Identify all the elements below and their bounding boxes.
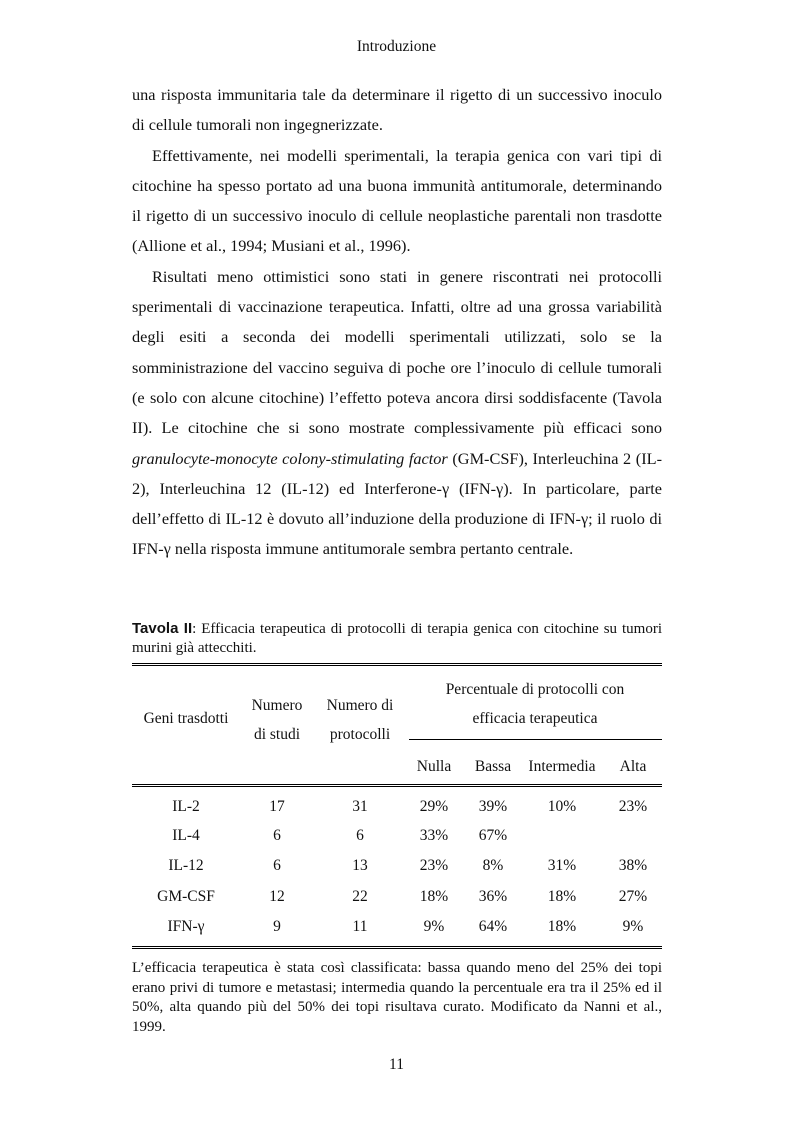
cell-prot: 6 [356, 827, 364, 844]
paragraph-3 [132, 262, 662, 565]
cell-gene: IL-12 [168, 857, 204, 874]
cell-prot: 31 [352, 798, 368, 815]
cell-studi: 9 [273, 918, 281, 935]
cell-bassa: 64% [478, 918, 508, 935]
paragraph-3-text-b: (GM-CSF), Interleuchina 2 (IL-2), Interleuchina 12 (IL-12) ed Interferone-γ (IFN-γ). In particolare, parte dell’effetto di IL-12 è dovuto all’induzione della produzione di IFN-γ; il ruolo di IFN-γ nella risposta immune antitumorale sembra pertanto centrale. [132, 448, 662, 559]
paragraph-1: una risposta immunitaria tale da determinare il rigetto di un successivo inoculo di cellule tumorali non ingegnerizzate. [132, 85, 662, 135]
cell-gene: IL-2 [172, 798, 200, 815]
cell-prot: 13 [352, 857, 368, 874]
cell-nulla: 29% [419, 798, 449, 815]
cell-alta: 23% [618, 798, 648, 815]
cell-intermedia: 10% [547, 798, 577, 815]
subheader-nulla: Nulla [416, 758, 452, 775]
cell-alta: 9% [622, 918, 644, 935]
cell-intermedia: 31% [547, 857, 577, 874]
cell-bassa: 8% [482, 857, 504, 874]
table-footnote: L’efficacia terapeutica è stata così classificata: bassa quando meno del 25% dei topi erano privi di tumore e metastasi; intermedia quando la percentuale era tra il 25% ed il 50%, alta quando più del 50% dei topi risultava curato. Modificato da Nanni et al., 1999. [132, 960, 662, 1035]
paragraph-3-text-a: Risultati meno ottimistici sono stati in genere riscontrati nei protocolli sperimentali di vaccinazione terapeutica. Infatti, oltre ad una grossa variabilità degli esiti a seconda dei modelli sperimentali utilizzati, solo se la somministrazione del vaccino seguiva di poche ore l’inoculo di cellule tumorali (e solo con alcune citochine) l’effetto poteva ancora dirsi soddisfacente (Tavola II). Le citochine che si sono mostrate complessivamente più efficaci sono [132, 266, 662, 438]
paragraph-2: Effettivamente, nei modelli sperimentali, la terapia genica con vari tipi di citochine ha spesso portato ad una buona immunità antitumorale, determinando il rigetto di un successivo inoculo di cellule neoplastiche parentali non trasdotte (Allione et al., 1994; Musiani et al., 1996). [132, 145, 662, 256]
body-text [132, 80, 662, 565]
cell-gene: IFN-γ [167, 918, 205, 935]
cell-bassa: 39% [478, 798, 508, 815]
cell-gene: IL-4 [172, 827, 200, 844]
table-caption [132, 619, 662, 658]
cell-studi: 6 [273, 827, 281, 844]
col-header-geni: Geni trasdotti [143, 710, 229, 727]
subheader-bassa: Bassa [474, 758, 512, 775]
cell-intermedia: 18% [547, 888, 577, 905]
table-caption-label: Tavola II [132, 620, 193, 637]
cell-studi: 17 [269, 798, 285, 815]
subheader-alta: Alta [619, 758, 647, 775]
paragraph-3-italic-term: granulocyte-monocyte colony-stimulating factor [132, 448, 448, 468]
table-caption-text: : Efficacia terapeutica di protocolli di terapia genica con citochine su tumori murini già attecchiti. [132, 621, 662, 656]
page-number: 11 [389, 1056, 404, 1073]
group-header-line2: efficacia terapeutica [472, 710, 598, 727]
cell-prot: 11 [352, 918, 368, 935]
cell-nulla: 18% [419, 888, 449, 905]
cell-alta: 38% [618, 857, 648, 874]
cell-intermedia: 18% [547, 918, 577, 935]
cell-nulla: 23% [419, 857, 449, 874]
cell-bassa: 36% [478, 888, 508, 905]
subheader-intermedia: Intermedia [528, 758, 596, 775]
cell-studi: 6 [273, 857, 281, 874]
col-header-prot-line2: protocolli [329, 726, 391, 743]
running-header: Introduzione [356, 38, 437, 55]
col-header-studi-line2: di studi [253, 726, 301, 743]
cell-gene: GM-CSF [157, 888, 215, 905]
cell-nulla: 9% [423, 918, 445, 935]
cell-studi: 12 [269, 888, 285, 905]
group-header-line1: Percentuale di protocolli con [445, 681, 625, 698]
cell-bassa: 67% [478, 827, 508, 844]
cell-alta: 27% [618, 888, 648, 905]
col-header-prot-line1: Numero di [326, 697, 394, 714]
cell-prot: 22 [352, 888, 368, 905]
cell-nulla: 33% [419, 827, 449, 844]
results-table [132, 664, 662, 952]
col-header-studi-line1: Numero [251, 697, 303, 714]
